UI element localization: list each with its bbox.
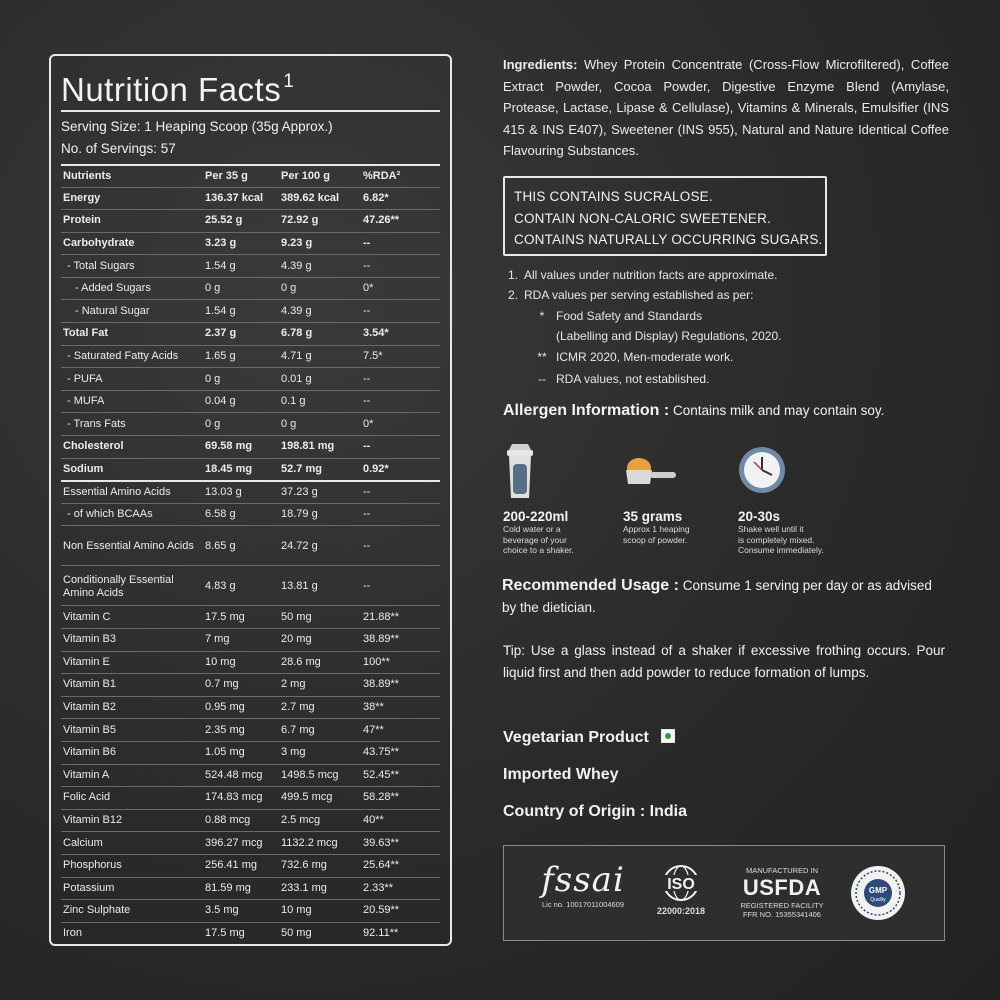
nutrient-name: Energy — [63, 191, 101, 204]
usage-water-desc: choice to a shaker. — [503, 545, 574, 555]
table-row — [61, 741, 440, 764]
nutrient-name: Total Fat — [63, 327, 109, 340]
footnote-symbol: ** — [537, 350, 547, 364]
footnotes — [508, 266, 928, 389]
header-rda: %RDA² — [363, 169, 401, 182]
value-rda: 38** — [363, 701, 384, 714]
warning-line: CONTAIN NON-CALORIC SWEETENER. — [514, 210, 772, 226]
footnote-text: ICMR 2020, Men-moderate work. — [556, 350, 734, 364]
usage-powder-desc: scoop of powder. — [623, 534, 688, 545]
value-per-100g: 1498.5 mcg — [281, 768, 339, 781]
value-per-35g: 81.59 mg — [205, 881, 251, 894]
table-row — [61, 187, 440, 210]
value-rda: 7.5* — [363, 349, 383, 362]
recommended-label: Recommended Usage : — [502, 577, 679, 594]
value-per-35g: 1.54 g — [205, 259, 236, 272]
table-row — [61, 764, 440, 787]
table-row — [61, 922, 440, 945]
value-per-100g: 198.81 mg — [281, 440, 335, 453]
value-rda: -- — [363, 236, 371, 249]
table-row — [61, 651, 440, 674]
value-per-100g: 0.1 g — [281, 395, 306, 408]
table-row — [61, 413, 440, 436]
warning-line: CONTAINS NATURALLY OCCURRING SUGARS. — [514, 232, 823, 247]
value-per-100g: 3 mg — [281, 746, 306, 759]
nutrition-title-footnote: 1 — [283, 71, 295, 92]
table-row — [61, 629, 440, 652]
value-per-100g: 2.5 mcg — [281, 814, 321, 827]
nutrient-name: - Added Sugars — [75, 282, 151, 295]
nutrient-name: Vitamin B12 — [63, 814, 123, 827]
value-rda: -- — [363, 304, 371, 317]
value-rda: -- — [363, 485, 371, 498]
footnote-text: RDA values per serving established as per: — [524, 287, 754, 302]
table-row — [61, 232, 440, 255]
value-rda: 38.89** — [363, 678, 400, 691]
value-per-35g: 0.04 g — [205, 395, 236, 408]
value-per-100g: 4.39 g — [281, 304, 312, 317]
value-rda: 52.45** — [363, 768, 400, 781]
table-row — [61, 787, 440, 810]
table-row — [61, 719, 440, 742]
value-per-100g: 50 mg — [281, 610, 312, 623]
value-rda: -- — [363, 259, 371, 272]
value-per-100g: 2.7 mg — [281, 701, 315, 714]
sweetener-warning-box — [503, 176, 827, 256]
number-of-servings: No. of Servings: 57 — [61, 141, 176, 156]
value-per-100g: 18.79 g — [281, 508, 318, 521]
value-rda: 92.11** — [363, 927, 399, 940]
footnote-symbol: * — [539, 309, 545, 323]
value-per-35g: 0.7 mg — [205, 678, 239, 691]
footnote-sub-single-star — [528, 307, 928, 346]
usage-time-desc: is completely mixed. — [738, 534, 815, 545]
value-per-100g: 732.6 mg — [281, 859, 327, 872]
nutrient-name: - Trans Fats — [67, 417, 126, 430]
warning-line: THIS CONTAINS SUCRALOSE. — [514, 189, 713, 204]
nutrient-name: Cholesterol — [63, 440, 124, 453]
table-row — [61, 436, 440, 459]
serving-size: Serving Size: 1 Heaping Scoop (35g Approx.) — [61, 119, 333, 134]
value-per-35g: 3.23 g — [205, 236, 237, 249]
table-row — [61, 606, 440, 629]
value-per-35g: 524.48 mcg — [205, 768, 263, 781]
value-rda: 25.64** — [363, 859, 400, 872]
value-rda: 43.75** — [363, 746, 400, 759]
nutrient-name: Vitamin A — [63, 768, 110, 781]
ingredients-label: Ingredients: — [503, 57, 578, 72]
footnote-text: Food Safety and Standards — [556, 309, 703, 323]
fssai-cert — [536, 860, 630, 909]
table-row — [61, 900, 440, 923]
ingredients-list: Whey Protein Concentrate (Cross-Flow Microfiltered), Coffee Extract Powder, Cocoa Powder, Digestive Enzyme Blend (Amylase, Protease, Lactase, Lipase & Cellulase), Vitamins & Minerals, Emulsifier (INS 415 & INS E407), Sweetener (INS 955), Natural and Nature Identical Coffee Flavouring Substances. — [503, 57, 949, 159]
footnote-text: All values under nutrition facts are approximate. — [524, 268, 778, 282]
vegetarian-tag — [503, 729, 675, 747]
value-per-35g: 13.03 g — [205, 485, 242, 498]
table-row — [61, 277, 440, 300]
value-rda: 39.63** — [363, 836, 400, 849]
recommended-text: Consume 1 serving per day or as advised by the dietician. — [502, 578, 932, 615]
value-per-35g: 136.37 kcal — [205, 191, 264, 204]
usage-time-desc: Shake well until it — [738, 524, 804, 534]
nutrient-name: Phosphorus — [63, 859, 122, 872]
header-nutrients: Nutrients — [63, 169, 112, 182]
value-per-35g: 25.52 g — [205, 214, 243, 227]
nutrient-name: - Natural Sugar — [75, 304, 150, 317]
nutrient-name: - of which BCAAs — [67, 508, 153, 521]
gmp-seal-icon — [849, 864, 907, 922]
recommended-usage — [502, 575, 942, 619]
value-per-100g: 389.62 kcal — [281, 191, 340, 204]
certifications-box — [503, 845, 945, 941]
nutrient-name: Zinc Sulphate — [63, 904, 131, 917]
value-per-35g: 7 mg — [205, 633, 230, 646]
nutrient-name: Non Essential Amino Acids — [63, 540, 194, 553]
value-per-100g: 2 mg — [281, 678, 306, 691]
value-per-100g: 1132.2 mcg — [281, 836, 338, 849]
nutrition-title — [61, 60, 440, 106]
value-per-35g: 6.58 g — [205, 508, 236, 521]
iso-number: 22000:2018 — [656, 906, 706, 916]
footnote-sub-double-star — [528, 348, 928, 368]
table-row — [61, 345, 440, 368]
nutrient-name: - Saturated Fatty Acids — [67, 349, 179, 362]
gmp-text: GMP — [868, 886, 888, 895]
value-rda: 58.28** — [363, 791, 400, 804]
table-row — [61, 526, 440, 566]
value-per-35g: 17.5 mg — [205, 610, 245, 623]
value-per-100g: 0 g — [281, 417, 297, 430]
value-rda: 2.33** — [363, 881, 393, 894]
usage-time — [738, 442, 858, 556]
divider — [61, 110, 440, 112]
imported-whey-tag: Imported Whey — [503, 766, 619, 783]
value-per-100g: 37.23 g — [281, 485, 318, 498]
ingredients-text — [503, 54, 949, 162]
fssai-logo: fssai — [541, 860, 625, 900]
value-per-35g: 0.95 mg — [205, 701, 245, 714]
nutrient-name: Vitamin C — [63, 610, 111, 623]
usfda-sub-text: REGISTERED FACILITY — [740, 901, 824, 910]
table-row — [61, 809, 440, 832]
table-row — [61, 210, 440, 233]
iso-cert — [650, 864, 712, 916]
usfda-cert — [732, 866, 832, 919]
value-per-100g: 6.78 g — [281, 327, 313, 340]
nutrient-name: - MUFA — [67, 395, 105, 408]
value-per-35g: 1.05 mg — [205, 746, 245, 759]
footnote-sub-dash — [528, 370, 928, 390]
table-row — [61, 854, 440, 877]
value-per-35g: 174.83 mcg — [205, 791, 263, 804]
nutrient-name: Calcium — [63, 836, 103, 849]
value-per-35g: 256.41 mg — [205, 859, 257, 872]
value-per-35g: 0 g — [205, 417, 221, 430]
footnote-1 — [508, 266, 928, 286]
footnote-2 — [508, 286, 928, 306]
footnote-symbol: -- — [538, 371, 546, 386]
table-header-row — [61, 165, 440, 187]
value-per-35g: 10 mg — [205, 655, 236, 668]
table-row — [61, 368, 440, 391]
value-per-100g: 13.81 g — [281, 580, 318, 593]
nutrition-table — [61, 164, 440, 945]
usage-icons — [503, 442, 863, 555]
nutrient-name: Vitamin B1 — [63, 678, 116, 691]
value-per-35g: 18.45 mg — [205, 462, 253, 475]
gmp-sub-text: Quality — [870, 897, 886, 903]
country-of-origin: Country of Origin : India — [503, 803, 687, 820]
header-per-100g: Per 100 g — [281, 169, 330, 182]
value-rda: 47.26** — [363, 214, 400, 227]
value-per-100g: 4.39 g — [281, 259, 312, 272]
nutrient-name: Potassium — [63, 881, 115, 894]
usage-water-desc: beverage of your — [503, 534, 567, 545]
ingredients-section — [503, 54, 949, 162]
table-row — [61, 255, 440, 278]
allergen-text: Contains milk and may contain soy. — [673, 403, 885, 418]
table-row — [61, 566, 440, 606]
table-row — [61, 674, 440, 697]
table-row — [61, 503, 440, 526]
value-rda: 20.59** — [363, 904, 400, 917]
table-row — [61, 481, 440, 504]
value-rda: 100** — [363, 655, 390, 668]
value-rda: 0* — [363, 417, 374, 430]
nutrient-name: Vitamin B2 — [63, 701, 116, 714]
value-per-35g: 17.5 mg — [205, 927, 245, 940]
value-per-100g: 499.5 mcg — [281, 791, 333, 804]
usage-water-amount: 200-220ml — [503, 509, 569, 524]
table-row — [61, 458, 440, 481]
nutrient-name: - Total Sugars — [67, 259, 135, 272]
value-rda: -- — [363, 440, 371, 453]
value-per-35g: 4.83 g — [205, 580, 236, 593]
iso-logo-text: ISO — [667, 876, 695, 893]
value-per-35g: 1.54 g — [205, 304, 236, 317]
usfda-ffr-number: FFR NO. 15355341406 — [743, 910, 821, 919]
value-rda: 0.92* — [363, 462, 389, 475]
value-per-35g: 69.58 mg — [205, 440, 253, 453]
value-per-35g: 1.65 g — [205, 349, 236, 362]
value-rda: 6.82* — [363, 191, 389, 204]
nutrient-name: Vitamin B6 — [63, 746, 116, 759]
iso-globe-icon — [656, 864, 706, 902]
gmp-cert — [848, 864, 908, 927]
value-rda: 40** — [363, 814, 384, 827]
value-per-35g: 3.5 mg — [205, 904, 239, 917]
usage-powder-desc: Approx 1 heaping — [623, 524, 690, 534]
usage-time-amount: 20-30s — [738, 509, 781, 524]
value-per-100g: 4.71 g — [281, 349, 312, 362]
footnote-text: RDA values, not established. — [556, 371, 710, 386]
value-rda: 3.54* — [363, 327, 389, 340]
value-rda: -- — [363, 395, 371, 408]
nutrient-name: Conditionally Essential Amino Acids — [63, 573, 174, 599]
table-row — [61, 877, 440, 900]
value-per-35g: 0 g — [205, 372, 221, 385]
value-per-100g: 6.7 mg — [281, 723, 315, 736]
nutrient-name: Iron — [63, 927, 82, 940]
value-per-100g: 52.7 mg — [281, 462, 322, 475]
nutrient-name: Vitamin E — [63, 655, 110, 668]
value-per-35g: 396.27 mcg — [205, 836, 263, 849]
footnote-number: 1. — [508, 268, 519, 282]
footnote-number: 2. — [508, 287, 519, 302]
allergen-label: Allergen Information : — [503, 402, 670, 419]
value-rda: 21.88** — [363, 610, 400, 623]
value-rda: 0* — [363, 282, 374, 295]
nutrition-facts-panel — [49, 54, 452, 946]
value-per-35g: 0 g — [205, 282, 221, 295]
table-row — [61, 832, 440, 855]
value-per-100g: 24.72 g — [281, 540, 318, 553]
value-per-100g: 0 g — [281, 282, 297, 295]
usage-time-desc: Consume immediately. — [738, 545, 824, 555]
value-per-35g: 8.65 g — [205, 540, 236, 553]
value-rda: -- — [363, 580, 371, 593]
fssai-license: Lic no. 10017011004609 — [541, 900, 625, 909]
nutrient-name: Carbohydrate — [63, 236, 135, 249]
nutrient-name: Sodium — [63, 462, 104, 475]
value-per-100g: 20 mg — [281, 633, 312, 646]
usage-powder-amount: 35 grams — [623, 509, 683, 524]
value-per-100g: 0.01 g — [281, 372, 312, 385]
value-per-35g: 2.35 mg — [205, 723, 245, 736]
value-per-100g: 233.1 mg — [281, 881, 327, 894]
veg-mark-icon — [661, 729, 675, 743]
nutrient-name: Folic Acid — [63, 791, 111, 804]
nutrient-name: Protein — [63, 214, 101, 227]
value-per-100g: 28.6 mg — [281, 655, 321, 668]
table-row — [61, 323, 440, 346]
value-per-100g: 9.23 g — [281, 236, 313, 249]
nutrient-name: Essential Amino Acids — [63, 485, 171, 498]
value-rda: 47** — [363, 723, 384, 736]
clock-icon — [738, 442, 788, 500]
table-row — [61, 390, 440, 413]
nutrition-title-text: Nutrition Facts — [61, 71, 282, 108]
nutrient-name: - PUFA — [67, 372, 103, 385]
nutrient-name: Vitamin B3 — [63, 633, 116, 646]
value-per-35g: 0.88 mcg — [205, 814, 251, 827]
shaker-icon — [503, 442, 537, 500]
value-per-100g: 10 mg — [281, 904, 312, 917]
scoop-icon — [623, 442, 679, 500]
header-per-35g: Per 35 g — [205, 169, 248, 182]
usfda-top-text: MANUFACTURED IN — [745, 866, 819, 875]
table-row — [61, 696, 440, 719]
allergen-info — [503, 400, 884, 422]
value-per-100g: 72.92 g — [281, 214, 319, 227]
value-rda: -- — [363, 372, 371, 385]
value-per-35g: 2.37 g — [205, 327, 237, 340]
usage-tip: Tip: Use a glass instead of a shaker if excessive frothing occurs. Pour liquid first and then add powder to reduce formation of lumps. — [503, 643, 945, 680]
table-row — [61, 300, 440, 323]
nutrient-name: Vitamin B5 — [63, 723, 116, 736]
value-per-100g: 50 mg — [281, 927, 312, 940]
usfda-logo: USFDA — [742, 875, 822, 900]
usage-powder — [623, 442, 743, 545]
vegetarian-label: Vegetarian Product — [503, 729, 649, 746]
usage-water-desc: Cold water or a — [503, 524, 561, 534]
footnote-text: (Labelling and Display) Regulations, 2020. — [556, 328, 782, 343]
value-rda: 38.89** — [363, 633, 400, 646]
value-rda: -- — [363, 508, 371, 521]
usage-water — [503, 442, 623, 556]
value-rda: -- — [363, 540, 371, 553]
